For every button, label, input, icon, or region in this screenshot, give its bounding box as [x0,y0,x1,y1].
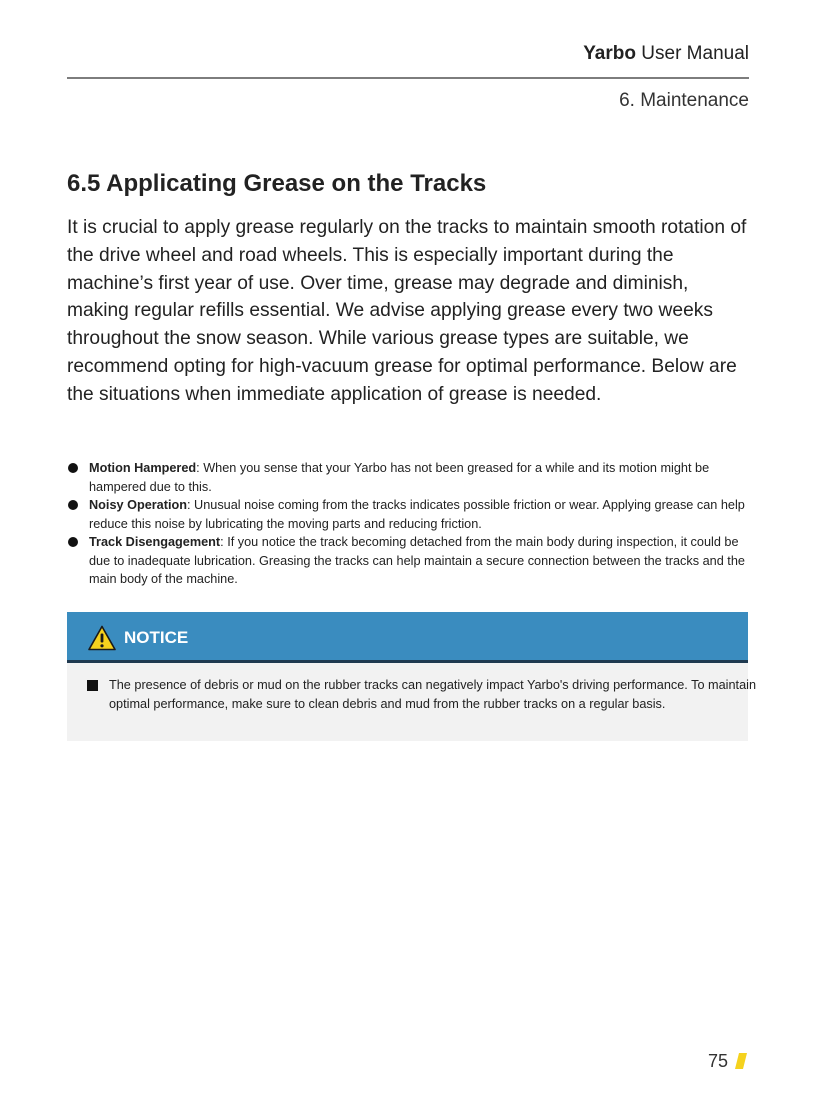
list-item [67,533,749,589]
notice-text: The presence of debris or mud on the rubber tracks can negatively impact Yarbo's driving performance. To maintain optimal performance, make sure to clean debris and mud from the rubber tracks on a regular basis. [109,678,756,711]
situations-list [67,459,749,589]
page-marker-icon [735,1053,747,1069]
bullet-term: Noisy Operation [89,498,187,512]
intro-paragraph: It is crucial to apply grease regularly on the tracks to maintain smooth rotation of the drive wheel and road wheels. This is especially important during the machine’s first year of use. Over time, grease may degrade and diminish, making regular refills essential. We advise applying grease every two weeks throughout the snow season. While various grease types are suitable, we recommend opting for high-vacuum grease for optimal performance. Below are the situations when immediate application of grease is needed. [67,217,747,405]
brand-name: Yarbo [583,43,636,64]
warning-triangle-icon [88,625,116,651]
list-item [67,459,749,496]
manual-title [583,43,749,65]
page-number: 75 [707,1051,728,1071]
notice-header [67,612,748,663]
bullet-term: Motion Hampered [89,461,197,475]
list-item [67,496,749,533]
bullet-text: : If you notice the track becoming detached from the main body during inspection, it could be due to inadequate lubrication. Greasing the tracks can help maintain a secure connection between the tracks and the main body of the machine. [89,535,745,586]
square-bullet-icon [87,680,98,691]
notice-item [87,676,761,713]
notice-label: NOTICE [124,628,189,647]
header-divider [67,77,749,79]
bullet-term: Track Disengagement [89,535,221,549]
bullet-text: : Unusual noise coming from the tracks indicates possible friction or wear. Applying grease can help reduce this noise by lubricating the moving parts and reducing friction. [89,498,745,531]
bullet-icon [68,500,78,510]
manual-title-rest: User Manual [636,43,749,64]
notice-box [67,612,756,741]
bullet-icon [68,537,78,547]
section-title: 6.5 Applicating Grease on the Tracks [67,170,487,197]
bullet-icon [68,463,78,473]
bullet-text: : When you sense that your Yarbo has not been greased for a while and its motion might be hampered due to this. [89,461,710,494]
chapter-label: 6. Maintenance [619,90,749,111]
